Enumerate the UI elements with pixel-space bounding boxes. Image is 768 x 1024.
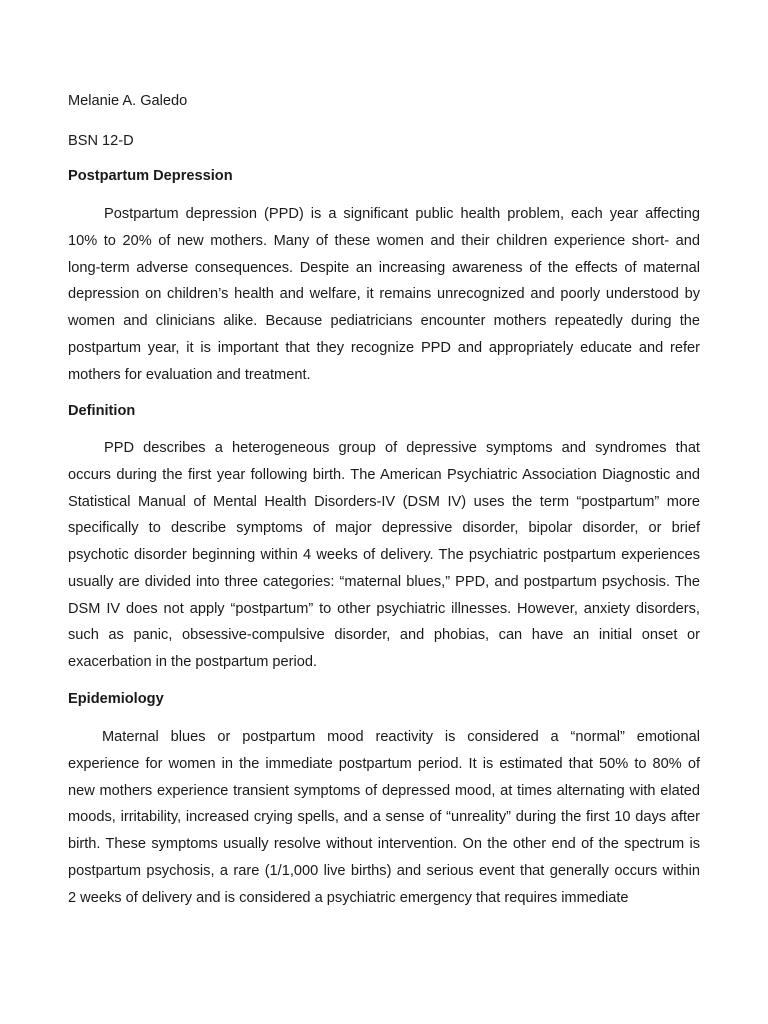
epidemiology-paragraph-line: postpartum psychosis, a rare (1/1,000 live births) and serious event that generally occurs within xyxy=(68,862,700,879)
intro-paragraph-line: Postpartum depression (PPD) is a significant public health problem, each year affecting xyxy=(104,206,700,222)
definition-paragraph-line: exacerbation in the postpartum period. xyxy=(68,654,318,670)
definition-paragraph-line: Statistical Manual of Mental Health Disorders-IV (DSM IV) uses the term “postpartum” more xyxy=(68,493,700,510)
definition-paragraph-line: usually are divided into three categories: “maternal blues,” PPD, and postpartum psychosis. The xyxy=(68,573,700,590)
definition-paragraph-line: occurs during the first year following birth. The American Psychiatric Association Diagnostic and xyxy=(68,466,700,483)
intro-paragraph-line: 10% to 20% of new mothers. Many of these women and their children experience short- and xyxy=(68,232,700,249)
definition-paragraph-line: specifically to describe symptoms of major depressive disorder, bipolar disorder, or brief xyxy=(68,520,700,537)
epidemiology-paragraph-line: birth. These symptoms usually resolve without intervention. On the other end of the spectrum is xyxy=(68,836,700,852)
intro-paragraph-line: postpartum year, it is important that they recognize PPD and appropriately educate and refer xyxy=(68,339,700,356)
definition-paragraph-line: DSM IV does not apply “postpartum” to other psychiatric illnesses. However, anxiety disorders, xyxy=(68,600,700,617)
epidemiology-heading: Epidemiology xyxy=(68,691,164,707)
epidemiology-paragraph-line: experience for women in the immediate postpartum period. It is estimated that 50% to 80% of xyxy=(68,755,700,772)
epidemiology-paragraph-line: moods, irritability, increased crying spells, and a sense of “unreality” during the first 10 days after xyxy=(68,809,700,826)
definition-heading: Definition xyxy=(68,403,136,419)
class-section: BSN 12-D xyxy=(68,133,134,149)
definition-paragraph-line: such as panic, obsessive-compulsive disorder, and phobias, can have an initial onset or xyxy=(68,627,700,644)
definition-paragraph-line: PPD describes a heterogeneous group of depressive symptoms and syndromes that xyxy=(104,440,700,456)
document-title: Postpartum Depression xyxy=(68,168,233,184)
intro-paragraph-line: mothers for evaluation and treatment. xyxy=(68,366,311,383)
epidemiology-paragraph-line: new mothers experience transient symptoms of depressed mood, at times alternating with elated xyxy=(68,782,700,799)
intro-paragraph-line: women and clinicians alike. Because pediatricians encounter mothers repeatedly during the xyxy=(68,313,700,329)
definition-paragraph-line: psychotic disorder beginning within 4 weeks of delivery. The psychiatric postpartum experiences xyxy=(68,547,700,563)
intro-paragraph-line: depression on children’s health and welfare, it remains unrecognized and poorly understood by xyxy=(68,286,700,303)
epidemiology-paragraph-line: Maternal blues or postpartum mood reactivity is considered a “normal” emotional xyxy=(102,729,700,745)
epidemiology-paragraph-line: 2 weeks of delivery and is considered a psychiatric emergency that requires immediate xyxy=(68,889,629,906)
author-name: Melanie A. Galedo xyxy=(68,93,188,109)
intro-paragraph-line: long-term adverse consequences. Despite an increasing awareness of the effects of maternal xyxy=(68,259,700,276)
